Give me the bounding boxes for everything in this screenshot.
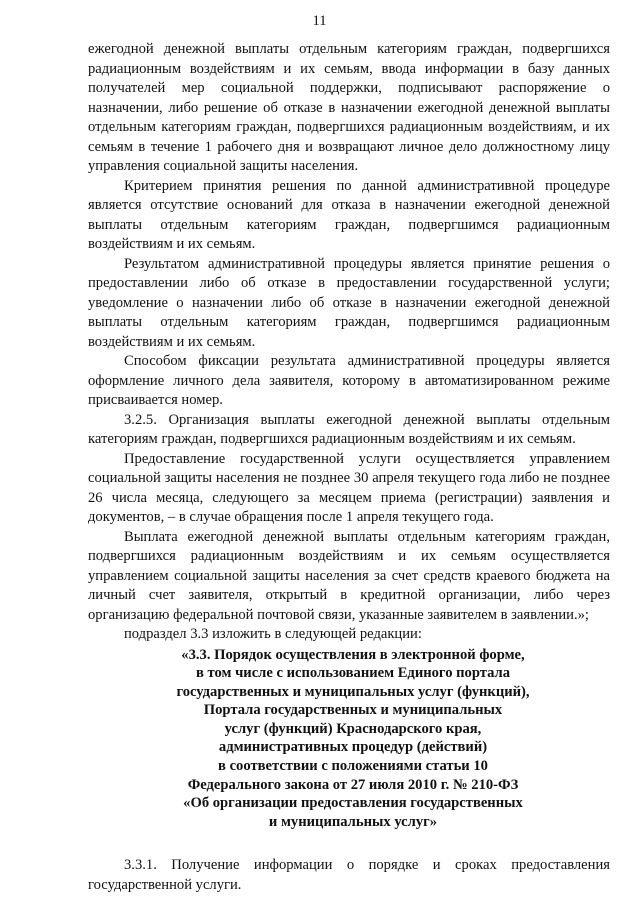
paragraph-result: Результатом административной процедуры является принятие решения о предоставлении либо об отказе в предоставлении государственной услуги; уведомление о назначении либо об отказе в назначении ежегодной денежной выплаты отдельным категориям граждан, подвергшимся радиационным воздействиям и их семьям. <box>88 255 610 350</box>
heading-line: Портала государственных и муниципальных <box>203 702 503 719</box>
heading-line: услуг (функций) Краснодарского края, <box>224 720 482 737</box>
heading-line: в соответствии с положениями статьи 10 <box>218 758 488 775</box>
paragraph-subsection-intro: подраздел 3.3 изложить в следующей редакции: <box>124 626 422 642</box>
heading-line: в том числе с использованием Единого портала <box>195 665 511 682</box>
paragraph-3-3-1: 3.3.1. Получение информации о порядке и сроках предоставления государственной услуги. <box>88 857 610 893</box>
section-heading-3-3 <box>88 646 610 832</box>
paragraph-3-2-5: 3.2.5. Организация выплаты ежегодной денежной выплаты отдельным категориям граждан, подвергшихся радиационным воздействиям и их семьям. <box>88 411 610 447</box>
heading-line: административных процедур (действий) <box>218 739 488 756</box>
paragraph-fixation: Способом фиксации результата административной процедуры является оформление личного дела заявителя, которому в автоматизированном режиме присваивается номер. <box>88 353 610 408</box>
page-number: 11 <box>312 13 327 29</box>
paragraph-provision: Предоставление государственной услуги осуществляется управлением социальной защиты населения не позднее 30 апреля текущего года либо не позднее 26 числа месяца, следующего за месяцем приема (регистрации) заявления и документов, – в случае обращения после 1 апреля текущего года. <box>88 450 610 525</box>
heading-line: «Об организации предоставления государственных <box>183 795 523 812</box>
heading-line: «3.3. Порядок осуществления в электронной форме, <box>181 646 525 663</box>
heading-line: и муниципальных услуг» <box>268 813 438 830</box>
document-body <box>88 40 610 895</box>
paragraph-criterion: Критерием принятия решения по данной административной процедуре является отсутствие оснований для отказа в назначении ежегодной денежной выплаты отдельным категориям граждан, подвергшимся радиационным воздействиям и их семьям. <box>88 177 610 252</box>
heading-line: государственных и муниципальных услуг (функций), <box>176 683 530 700</box>
paragraph-payment: Выплата ежегодной денежной выплаты отдельным категориям граждан, подвергшихся радиационным воздействиям и их семьям осуществляется управлением социальной защиты населения за счет средств краевого бюджета на личный счет заявителя, открытый в кредитной организации, либо через организацию федеральной почтовой связи, указанные заявителем в заявлении.»; <box>88 528 610 623</box>
paragraph-continuation: ежегодной денежной выплаты отдельным категориям граждан, подвергшихся радиационным воздействиям и их семьям, ввода информации в базу данных получателей мер социальной поддержки, подписывают распоряжение о назначении, либо решение об отказе в назначении ежегодной денежной выплаты отдельным категориям граждан, подвергшихся радиационным воздействиям, и их семьям в течение 1 рабочего дня и возвращают личное дело должностному лицу управления социальной защиты населения. <box>88 41 610 174</box>
heading-line: Федерального закона от 27 июля 2010 г. № 210-ФЗ <box>187 776 519 793</box>
